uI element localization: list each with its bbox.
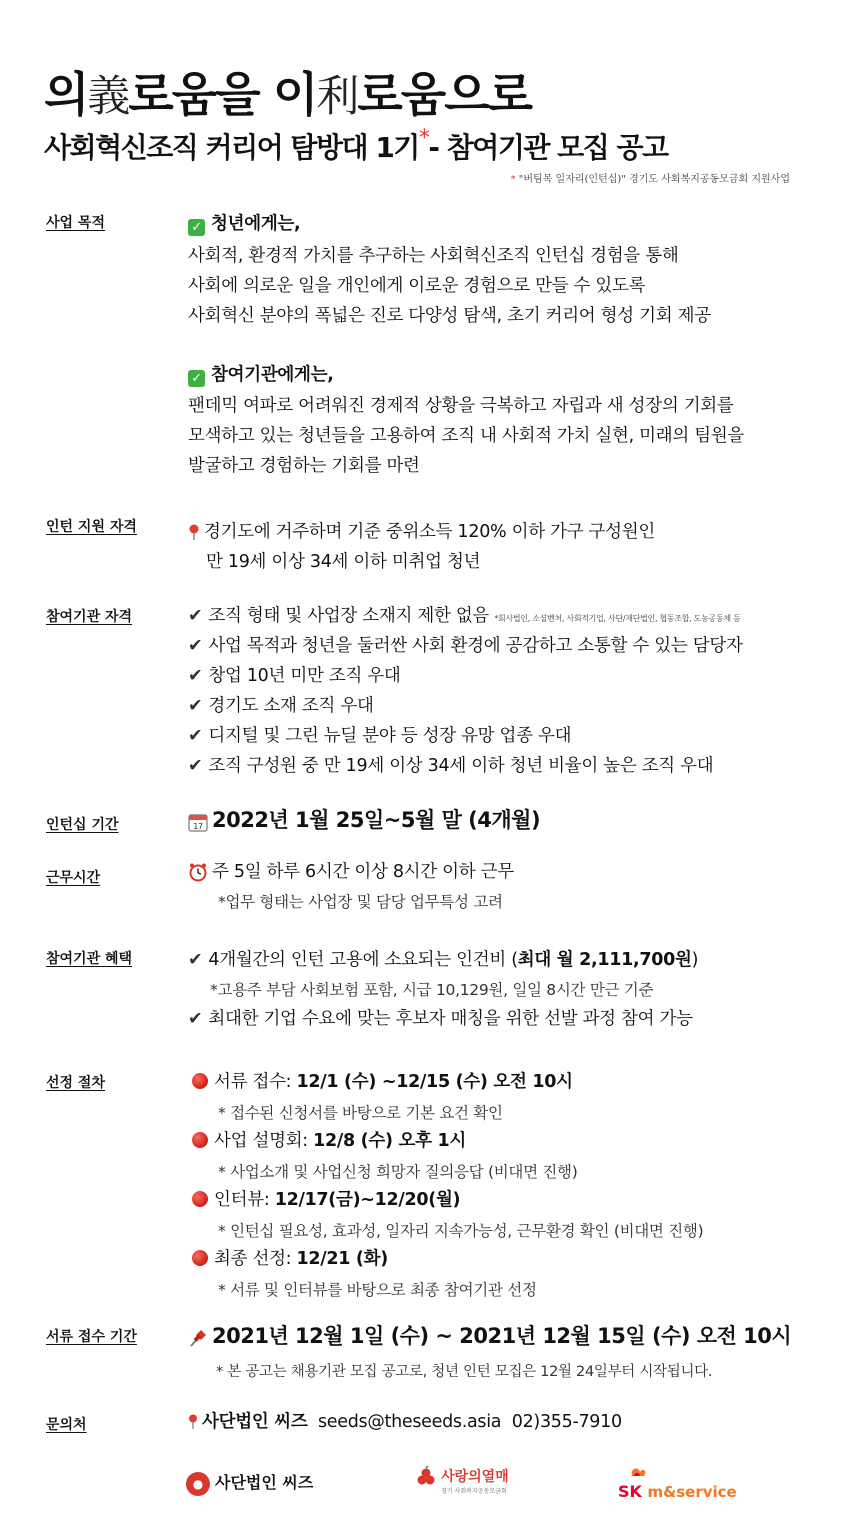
sk-butterfly-icon (628, 1464, 648, 1484)
contact-phone: 02)355-7910 (511, 1412, 622, 1432)
calendar-icon (188, 812, 208, 832)
checkmark-icon: ✔ (188, 606, 203, 626)
org-qual-item: ✔ 경기도 소재 조직 우대 (188, 696, 374, 716)
section-label-selection: 선정 절차 (46, 1075, 105, 1091)
youth-heading: ✓ 청년에게는, (188, 214, 300, 236)
section-label-org-qual: 참여기관 자격 (46, 609, 133, 625)
selection-step: 사업 설명회: 12/8 (수) 오후 1시 (192, 1131, 466, 1152)
love-fruit-logo: 사랑의열매 경기 사회복지공동모금회 (416, 1466, 509, 1495)
sk-mservice-logo: SK m&service (618, 1468, 737, 1501)
check-mark-icon: ✓ (188, 370, 205, 387)
checkmark-icon: ✔ (188, 696, 203, 716)
checkmark-icon: ✔ (188, 636, 203, 656)
love-fruit-icon (416, 1466, 436, 1488)
red-circle-icon (192, 1073, 208, 1089)
checkmark-icon: ✔ (188, 666, 203, 686)
section-label-deadline: 서류 접수 기간 (46, 1329, 137, 1345)
page-subtitle: 사회혁신조직 커리어 탐방대 1기*- 참여기관 모집 공고 (44, 126, 668, 164)
sponsor-note: * "버팀목 일자리(인턴십)" 경기도 사회복지공동모금회 지원사업 (510, 174, 790, 185)
org-qual-item: ✔ 조직 구성원 중 만 19세 이상 34세 이하 청년 비율이 높은 조직 우대 (188, 756, 714, 776)
section-label-contact: 문의처 (46, 1417, 87, 1433)
pushpin-icon (188, 1328, 208, 1348)
org-line-3: 발굴하고 경험하는 기회를 마련 (188, 456, 420, 476)
selection-step: 인터뷰: 12/17(금)~12/20(월) (192, 1190, 460, 1211)
deadline-note: * 본 공고는 채용기관 모집 공고로, 청년 인턴 모집은 12월 24일부터 시작됩니다. (216, 1364, 713, 1380)
svg-text:17: 17 (193, 822, 203, 831)
selection-step-note: * 인턴십 필요성, 효과성, 일자리 지속가능성, 근무환경 확인 (비대면 진행) (218, 1222, 704, 1240)
selection-step-note: * 사업소개 및 사업신청 희망자 질의응답 (비대면 진행) (218, 1163, 578, 1181)
section-label-benefit: 참여기관 혜택 (46, 951, 133, 967)
check-mark-icon: ✓ (188, 219, 205, 236)
checkmark-icon: ✔ (188, 726, 203, 746)
youth-line-2: 사회에 의로운 일을 개인에게 이로운 경험으로 만들 수 있도록 (188, 276, 646, 296)
hours-line-1: 주 5일 하루 6시간 이상 8시간 이하 근무 (188, 862, 514, 883)
checkmark-icon: ✔ (188, 756, 203, 776)
section-label-purpose: 사업 목적 (46, 215, 105, 231)
org-heading: ✓ 참여기관에게는, (188, 365, 334, 387)
intern-qual-line-1: 경기도에 거주하며 기준 중위소득 120% 이하 가구 구성원인 (188, 522, 655, 543)
org-qual-item: ✔ 조직 형태 및 사업장 소재지 제한 없음 *회사법인, 소셜벤처, 사회적기업, 사단/재단법인, 협동조합, 도농공동체 등 (188, 606, 741, 626)
contact-line: 사단법인 씨즈 seeds@theseeds.asia 02)355-7910 (188, 1412, 622, 1433)
section-label-intern-qual: 인턴 지원 자격 (46, 519, 137, 535)
selection-step-note: * 접수된 신청서를 바탕으로 기본 요건 확인 (218, 1104, 503, 1122)
intern-qual-line-2: 만 19세 이상 34세 이하 미취업 청년 (206, 552, 481, 572)
section-label-hours: 근무시간 (46, 870, 101, 886)
section-label-period: 인턴십 기간 (46, 817, 119, 833)
deadline-value: 2021년 12월 1일 (수) ~ 2021년 12월 15일 (수) 오전 10시 (188, 1324, 791, 1349)
benefit-line-1: ✔ 4개월간의 인턴 고용에 소요되는 인건비 (최대 월 2,111,700원) (188, 950, 699, 970)
red-circle-icon (192, 1132, 208, 1148)
seeds-logo-icon: ● (186, 1472, 210, 1496)
contact-email[interactable]: seeds@theseeds.asia (317, 1412, 502, 1432)
selection-step-note: * 서류 및 인터뷰를 바탕으로 최종 참여기관 선정 (218, 1281, 537, 1299)
selection-step: 서류 접수: 12/1 (수) ~12/15 (수) 오전 10시 (192, 1072, 573, 1093)
period-value: 17 2022년 1월 25일~5월 말 (4개월) (188, 808, 540, 833)
checkmark-icon: ✔ (188, 1009, 203, 1029)
page-title: 의義로움을 이利로움으로 (44, 68, 531, 123)
org-line-1: 팬데믹 여파로 어려워진 경제적 상황을 극복하고 자립과 새 성장의 기회를 (188, 396, 734, 416)
org-line-2: 모색하고 있는 청년들을 고용하여 조직 내 사회적 가치 실현, 미래의 팀원을 (188, 426, 745, 446)
hours-line-2: *업무 형태는 사업장 및 담당 업무특성 고려 (218, 893, 503, 911)
red-circle-icon (192, 1250, 208, 1266)
checkmark-icon: ✔ (188, 950, 203, 970)
selection-step: 최종 선정: 12/21 (화) (192, 1249, 388, 1270)
benefit-line-2: *고용주 부담 사회보험 포함, 시급 10,129원, 일일 8시간 만근 기준 (210, 981, 654, 999)
org-qual-item: ✔ 창업 10년 미만 조직 우대 (188, 666, 401, 686)
alarm-clock-icon (188, 862, 208, 882)
pin-icon (188, 1414, 198, 1430)
youth-line-1: 사회적, 환경적 가치를 추구하는 사회혁신조직 인턴십 경험을 통해 (188, 246, 679, 266)
org-qual-item: ✔ 디지털 및 그린 뉴딜 분야 등 성장 유망 업종 우대 (188, 726, 572, 746)
benefit-line-3: ✔ 최대한 기업 수요에 맞는 후보자 매칭을 위한 선발 과정 참여 가능 (188, 1009, 693, 1029)
youth-line-3: 사회혁신 분야의 폭넓은 진로 다양성 탐색, 초기 커리어 형성 기회 제공 (188, 306, 711, 326)
pin-icon (188, 524, 200, 541)
seeds-logo: ● 사단법인 씨즈 (186, 1470, 313, 1496)
org-qual-item: ✔ 사업 목적과 청년을 둘러싼 사회 환경에 공감하고 소통할 수 있는 담당자 (188, 636, 743, 656)
red-circle-icon (192, 1191, 208, 1207)
